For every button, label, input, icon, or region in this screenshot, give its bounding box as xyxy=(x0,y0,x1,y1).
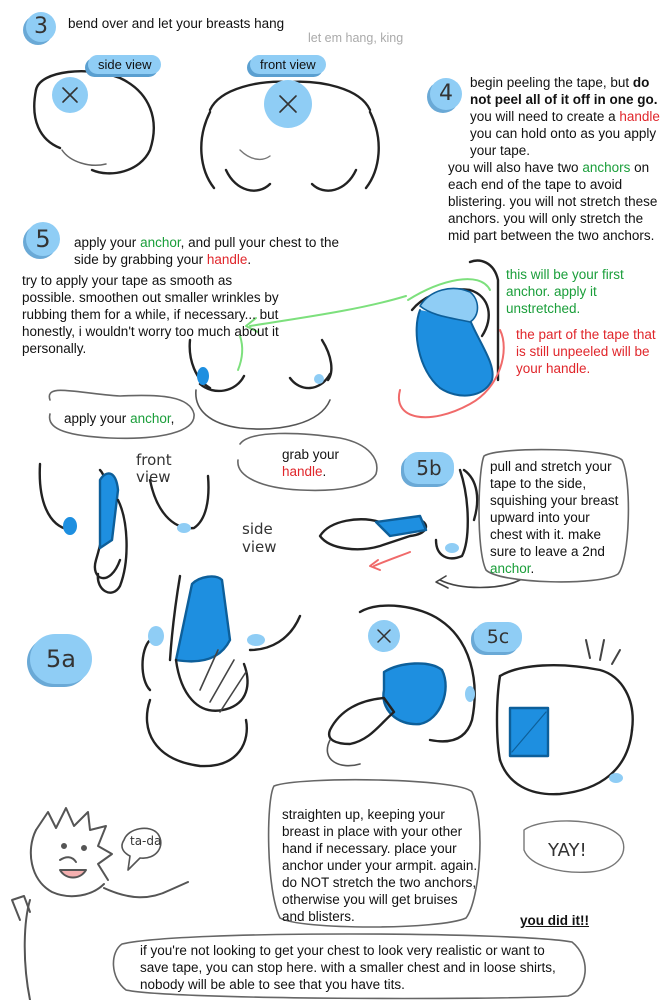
step4-line2b: you can hold onto as you apply your tape. xyxy=(470,126,657,158)
front-view-handwritten: front view xyxy=(136,451,172,486)
front-view-label: front view xyxy=(250,55,326,74)
grab-handle-bubble xyxy=(282,446,362,480)
step5-number-badge xyxy=(26,222,60,256)
pull-stretch-instruction xyxy=(490,458,620,577)
step3-front-view-drawing xyxy=(201,80,378,191)
step5-text-a: apply your xyxy=(74,235,137,250)
tada-text: ta-da xyxy=(130,834,162,848)
pull-dot: . xyxy=(530,561,535,576)
side-view-handwritten: side view xyxy=(242,520,277,556)
second-anchor-word: anchor xyxy=(490,561,531,576)
step5-text-c: . xyxy=(247,252,252,267)
step5c-side-drawing xyxy=(327,606,475,766)
bubble-apply-text: apply your xyxy=(64,411,127,426)
grab-text: grab your xyxy=(282,447,340,462)
step4-line1: begin peeling the tape, but xyxy=(470,75,630,90)
step4-instructions xyxy=(448,74,660,244)
smoothing-tip: try to apply your tape as smooth as possible. smoothen out smaller wrinkles by rubbing them for a while, if necessary... but honestly, i wouldn't worry too much about it personally. xyxy=(22,273,279,356)
handle-note: the part of the tape that is still unpeeled will be your handle. xyxy=(516,327,656,376)
step5a-label: 5a xyxy=(46,645,76,673)
step5c-label: 5c xyxy=(486,626,510,648)
you-did-it: you did it!! xyxy=(520,913,589,928)
step5c-front-drawing xyxy=(497,640,633,794)
step3-side-view-drawing xyxy=(34,71,153,173)
step3-instruction: bend over and let your breasts hang xyxy=(68,16,285,31)
step5a-badge xyxy=(30,634,92,684)
grab-dot: . xyxy=(322,464,327,479)
pull-text: pull and stretch your tape to the side, squishing your breast upward into your chest with it. make sure to leave a 2nd xyxy=(490,459,619,559)
step5-text-b: , and pull your chest to the side by grabbing your xyxy=(74,235,339,267)
step3-number-badge xyxy=(26,12,56,42)
footer-note: if you're not looking to get your chest to look very realistic or want to save tape, you can stop here. with a smaller chest and in loose shirts, nobody will be able to see that you have tits. xyxy=(140,943,556,992)
step3-aside: let em hang, king xyxy=(308,31,404,45)
side-view-label: side view xyxy=(88,55,161,74)
step4-line2a: you will need to create a xyxy=(470,109,616,124)
straighten-instruction: straighten up, keeping your breast in place with your other hand if necessary. place your anchor under your armpit. again. do NOT stretch the two anchors, otherwise you will get bruises and blisters. xyxy=(282,807,478,924)
step4-line3a: you will also have two xyxy=(448,160,579,175)
step5b-badge xyxy=(404,452,454,484)
yay-text: YAY! xyxy=(548,840,587,861)
step5-handle-word: handle xyxy=(206,252,248,267)
step5-anchor-word: anchor xyxy=(140,235,181,250)
step4-tape-drawing xyxy=(246,261,504,418)
step5-instruction xyxy=(74,234,344,268)
step4-handle-word: handle xyxy=(619,109,660,124)
step5a-side-drawing xyxy=(143,576,301,766)
apply-anchor-bubble xyxy=(64,410,174,427)
step4-warning: do not peel all of it off in one go. xyxy=(470,75,658,107)
bubble-anchor-word: anchor xyxy=(130,411,171,426)
first-anchor-note: this will be your first anchor. apply it unstretched. xyxy=(506,267,624,316)
step4-line3b: on each end of the tape to avoid blistering. you will not stretch these anchors. you will only stretch the mid part between the two anchors. xyxy=(448,160,658,243)
grab-handle-word: handle xyxy=(282,464,323,479)
step4-number: 4 xyxy=(439,81,453,106)
step3-number: 3 xyxy=(34,14,48,39)
step4-anchors-word: anchors xyxy=(582,160,631,175)
step5-number: 5 xyxy=(35,225,51,253)
bubble-apply-comma: , xyxy=(170,411,175,426)
step5b-label: 5b xyxy=(416,456,442,480)
step5c-badge xyxy=(474,622,522,652)
